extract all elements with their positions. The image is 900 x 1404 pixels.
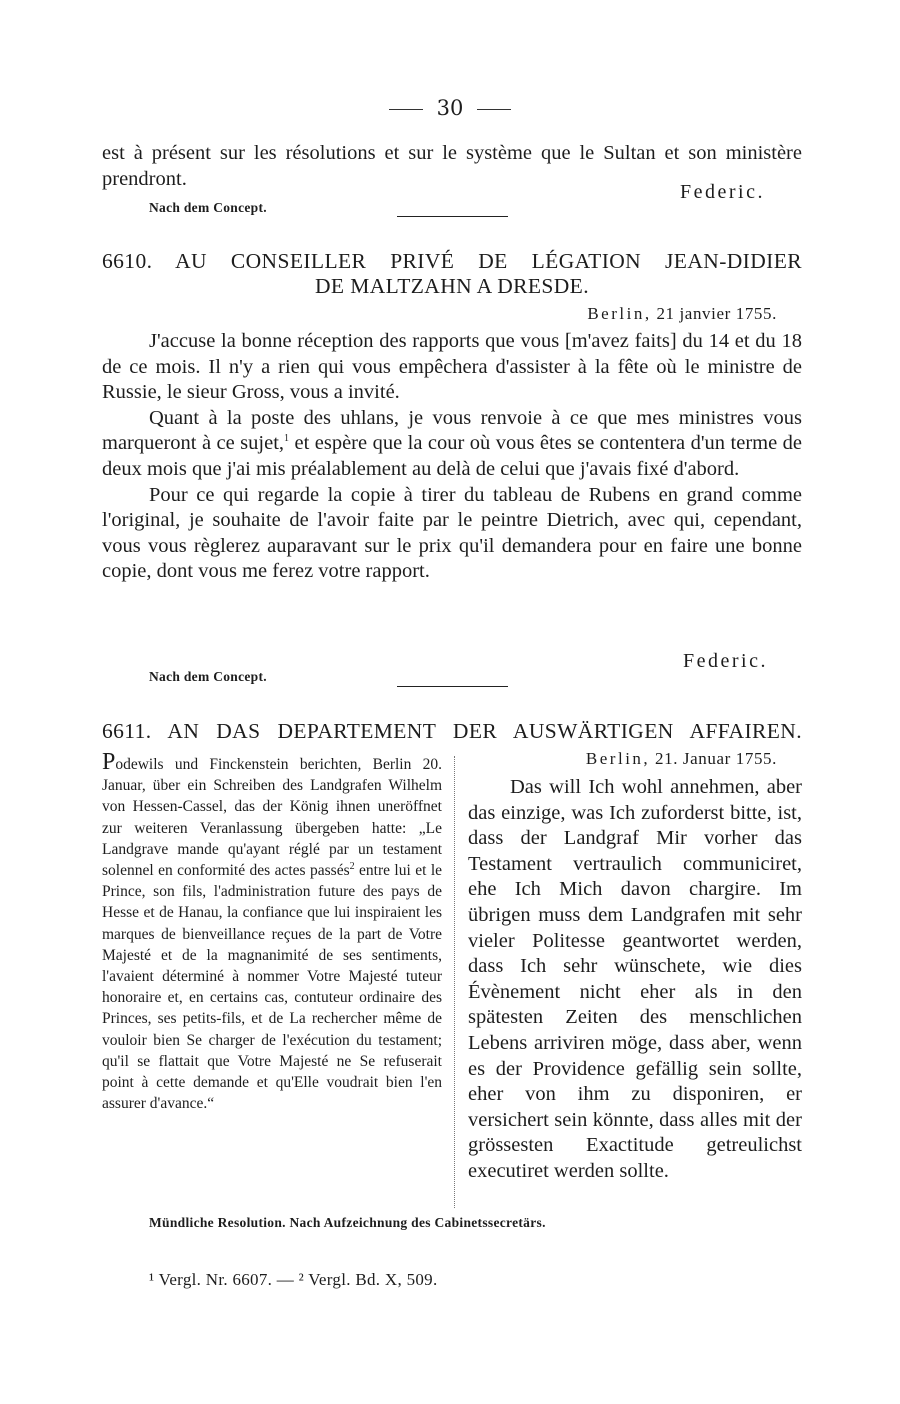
signature-continuation: Federic. <box>680 181 765 203</box>
letter-6610-date: Berlin, 21 janvier 1755. <box>587 304 777 323</box>
letter-6611-heading: 6611. AN DAS DEPARTEMENT DER AUSWÄRTIGEN AFFAIREN. <box>102 719 802 743</box>
letter-6610-body <box>102 329 802 585</box>
page-number: 30 <box>0 96 900 120</box>
footnote-ref-1: 1 <box>284 433 290 445</box>
letter-6611-source-note: Mündliche Resolution. Nach Aufzeichnung des Cabinetssecretärs. <box>149 1215 546 1230</box>
column-divider <box>454 756 455 1208</box>
letter-6611-date: Berlin, 21. Januar 1755. <box>585 749 777 768</box>
footnotes: ¹ Vergl. Nr. 6607. — ² Vergl. Bd. X, 509. <box>149 1270 438 1289</box>
letter-6610-heading: 6610. AU CONSEILLER PRIVÉ DE LÉGATION JEAN-DIDIER DE MALTZAHN A DRESDE. <box>102 249 802 298</box>
source-note-continuation: Nach dem Concept. <box>149 200 267 215</box>
letter-6610-paragraph-1: J'accuse la bonne réception des rapports que vous [m'avez faits] du 14 et du 18 de ce mois. Il n'y a rien qui vous empêchera d'assister à la fête où le ministre de Russie, le sieur Gross, vous a invité. <box>102 330 802 404</box>
separator-rule-2 <box>397 686 508 687</box>
page-number-right-rule <box>477 109 511 110</box>
letter-6610-source-note: Nach dem Concept. <box>149 669 267 684</box>
page-number-left-rule <box>389 109 423 110</box>
letter-6611-resolution: Das will Ich wohl annehmen, aber das einzige, was Ich zuforderst bitte, ist, dass der Landgraf Mir vorher das Testament vertraulich communiciret, ehe Ich Mich davon chargire. Im übrigen muss dem Landgrafen mit sehr vieler Politesse geantwortet werden, dass Ich sehr wünschete, wie dies Évènement nicht eher als in den spätesten Zeiten des menschlichen Lebens arriviren möge, dass aber, wenn es der Providence gefällig sein sollte, eher von ihm zu disponiren, er versichert sein könnte, dass alles mit der grössesten Exactitude getreulichst executiret werden sollte. <box>468 776 802 1182</box>
separator-rule-1 <box>397 216 508 217</box>
letter-6611-report-summary: Podewils und Finckenstein berichten, Berlin 20. Januar, über ein Schreiben des Landgrafen Wilhelm von Hessen-Cassel, das der König ihnen uneröffnet zur weiteren Veranlassung übergeben hatte: „Le Landgrave mande qu'ayant réglé par un testament solennel en conformité des actes passés$^2$ entre lui et le Prince, son fils, l'administration future des pays de Hesse et de Hanau, la confiance que lui inspiraient les marques de bienveillance reçues de la part de Votre Majesté et de la magnanimité de ses sentiments, l'avaient déterminé à nommer Votre Majesté tuteur honoraire et, en certains cas, contuteur ordinaire des Princes, ses petits-fils, et de La rechercher même de vouloir bien Se charger de l'exécution du testament; qu'il se flattait que Votre Majesté ne Se refuserait point à cette demande et qu'Elle voudrait bien l'en assurer d'avance.“ <box>102 749 443 1113</box>
letter-6610-paragraph-3: Pour ce qui regarde la copie à tirer du tableau de Rubens en grand comme l'original, je souhaite de l'avoir faite par le peintre Dietrich, avec qui, cependant, vous vous règlerez auparavant sur le prix qu'il demandera pour en faire une bonne copie, dont vous me ferez votre rapport. <box>102 483 802 583</box>
footnote-ref-2: 2 <box>349 860 355 872</box>
letter-6610-paragraph-2: Quant à la poste des uhlans, je vous renvoie à ce que mes ministres vous marqueront à ce sujet,$^1$ et espère que la cour où vous êtes se contentera d'un terme de deux mois que j'ai mis préalablement au delà de celui que j'avais fixé d'abord. <box>102 406 802 480</box>
dropcap: P <box>102 749 116 775</box>
continuation-text: est à présent sur les résolutions et sur le système que le Sultan et son ministère prendront. <box>102 142 802 190</box>
letter-6610-signature: Federic. <box>683 650 768 672</box>
